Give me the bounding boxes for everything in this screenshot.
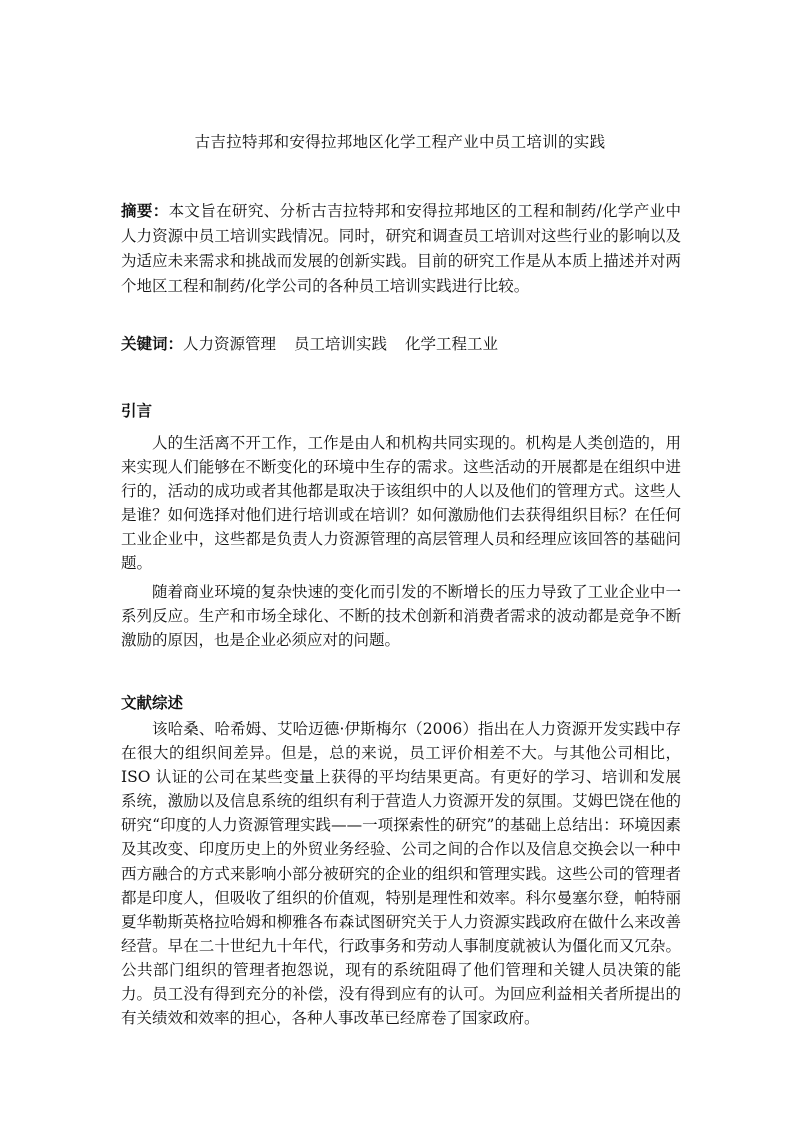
abstract <box>121 198 681 299</box>
keywords <box>121 332 498 354</box>
abstract-text: 本文旨在研究、分析古吉拉特邦和安得拉邦地区的工程和制药/化学产业中人力资源中员工培训实践情况。同时，研究和调查员工培训对这些行业的影响以及为适应未来需求和挑战而发展的创新实践。目前的研究工作是从本质上描述并对两个地区工程和制药/化学公司的各种员工培训实践进行比较。 <box>121 202 681 295</box>
intro-paragraph-1: 人的生活离不开工作，工作是由人和机构共同实现的。机构是人类创造的，用来实现人们能够在不断变化的环境中生存的需求。这些活动的开展都是在组织中进行的，活动的成功或者其他都是取决于该组织中的人以及他们的管理方式。这些人是谁？如何选择对他们进行培训或在培训？如何激励他们去获得组织目标？在任何工业企业中，这些都是负责人力资源管理的高层管理人员和经理应该回答的基础问题。 <box>121 434 681 573</box>
keywords-label: 关键词： <box>121 334 184 353</box>
intro-paragraph-2: 随着商业环境的复杂快速的变化而引发的不断增长的压力导致了工业企业中一系列反应。生产和市场全球化、不断的技术创新和消费者需求的波动都是竞争不断激励的原因，也是企业必须应对的问题。 <box>121 583 681 650</box>
abstract-label: 摘要： <box>121 201 169 220</box>
review-paragraph-1: 该哈桑、哈希姆、艾哈迈德·伊斯梅尔（2006）指出在人力资源开发实践中存在很大的组织间差异。但是，总的来说，员工评价相差不大。与其他公司相比，ISO 认证的公司在某些变量上获得的平均结果更高。有更好的学习、培训和发展系统，激励以及信息系统的组织有利于营造人力资源开发的氛围。艾姆巴饶在他的研究“印度的人力资源管理实践——一项探索性的研究”的基础上总结出：环境因素及其改变、印度历史上的外贸业务经验、公司之间的合作以及信息交换会以一种中西方融合的方式来影响小部分被研究的企业的组织和管理实践。这些公司的管理者都是印度人，但吸收了组织的价值观，特别是理性和效率。科尔曼塞尔登，帕特丽夏华勒斯英格拉哈姆和柳雅各布森试图研究关于人力资源实践政府在做什么来改善经营。早在二十世纪九十年代，行政事务和劳动人事制度就被认为僵化而又冗杂。公共部门组织的管理者抱怨说，现有的系统阻碍了他们管理和关键人员决策的能力。员工没有得到充分的补偿，没有得到应有的认可。为回应利益相关者所提出的有关绩效和效率的担心，各种人事改革已经席卷了国家政府。 <box>121 720 681 1028</box>
keyword-3: 化学工程工业 <box>405 335 499 353</box>
keyword-2: 员工培训实践 <box>294 335 388 353</box>
keyword-1: 人力资源管理 <box>183 335 277 353</box>
paper-title: 古吉拉特邦和安得拉邦地区化学工程产业中员工培训的实践 <box>194 133 606 151</box>
intro-heading: 引言 <box>121 401 153 420</box>
review-heading: 文献综述 <box>121 693 184 712</box>
